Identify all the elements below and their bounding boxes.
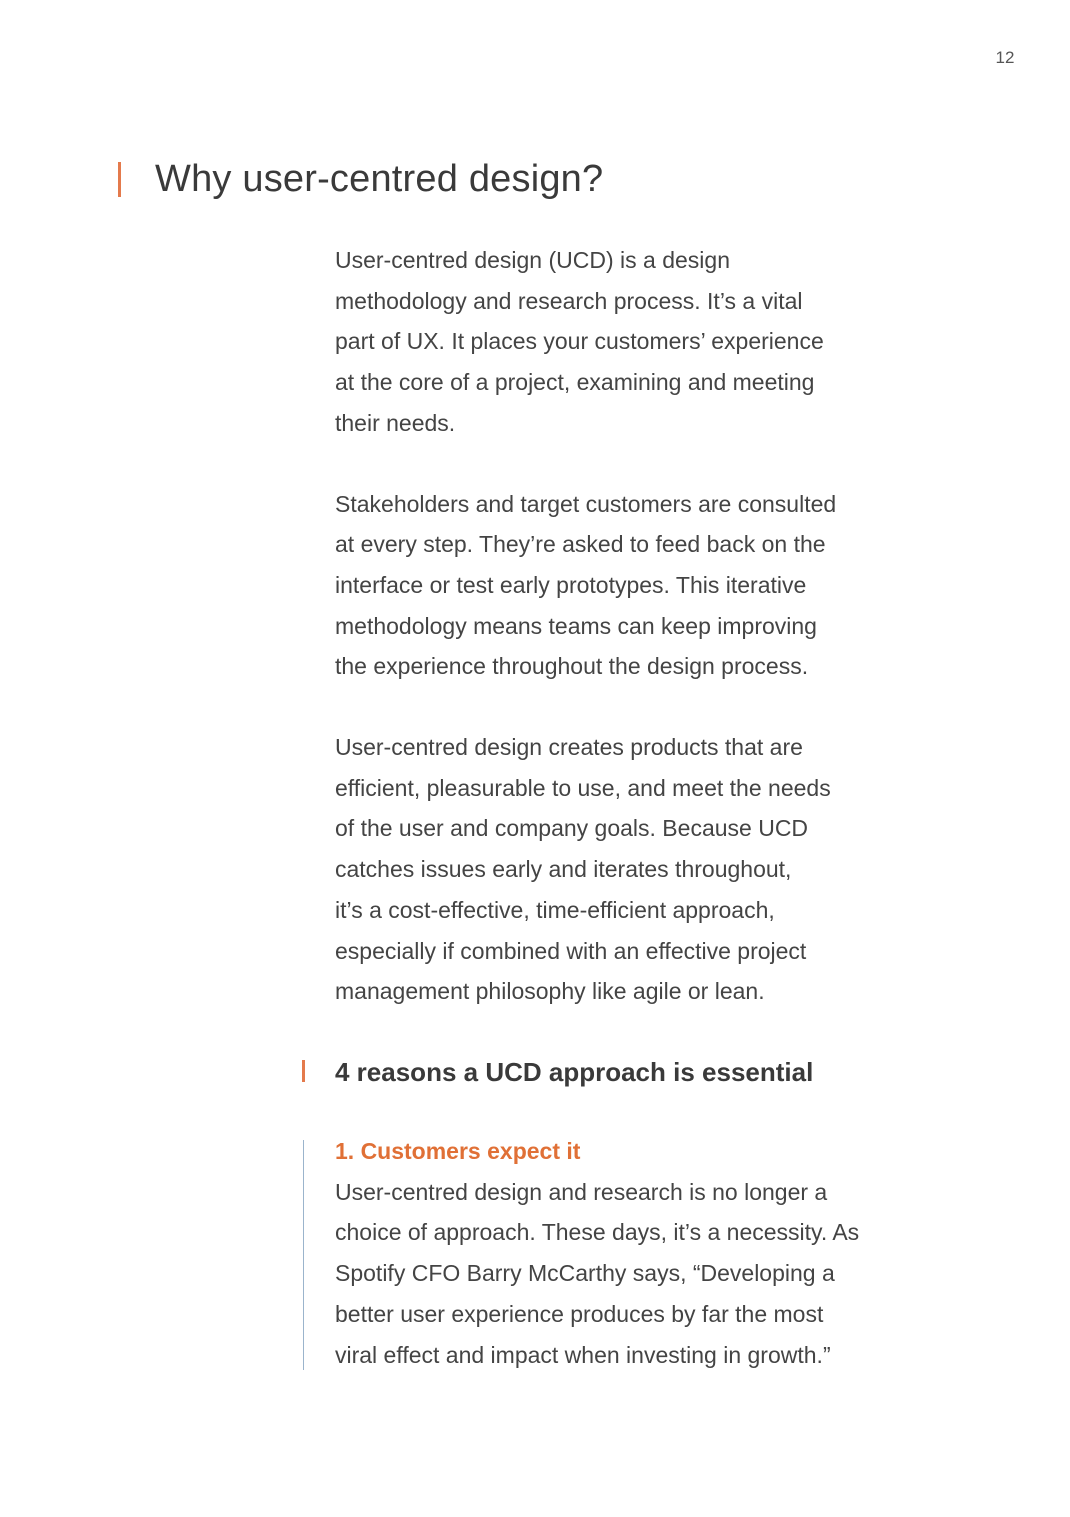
paragraph-line: at every step. They’re asked to feed back on the bbox=[335, 531, 826, 558]
paragraph-line: User-centred design creates products that are bbox=[335, 734, 803, 761]
page-number: 12 bbox=[995, 48, 1015, 67]
paragraph-line: Stakeholders and target customers are consulted bbox=[335, 490, 837, 517]
body-column bbox=[335, 240, 965, 1052]
paragraph-line: User-centred design (UCD) is a design bbox=[335, 247, 730, 273]
paragraph-line: catches issues early and iterates throughout, bbox=[335, 856, 792, 883]
paragraph-3 bbox=[335, 727, 965, 1012]
paragraph-line: management philosophy like agile or lean. bbox=[335, 978, 765, 1005]
paragraph-line: part of UX. It places your customers’ experience bbox=[335, 328, 824, 355]
paragraph-line: interface or test early prototypes. This iterative bbox=[335, 571, 807, 598]
section-subheading: 4 reasons a UCD approach is essential bbox=[335, 1057, 814, 1087]
subheading-accent-bar bbox=[302, 1060, 305, 1082]
paragraph-line: the experience throughout the design process. bbox=[335, 653, 809, 680]
paragraph-line: it’s a cost-effective, time-efficient approach, bbox=[335, 896, 775, 923]
reason-line: choice of approach. These days, it’s a necessity. As bbox=[335, 1219, 860, 1246]
paragraph-line: efficient, pleasurable to use, and meet the needs bbox=[335, 774, 831, 801]
paragraph-2 bbox=[335, 484, 965, 688]
paragraph-line: of the user and company goals. Because UCD bbox=[335, 815, 809, 842]
reason-line: Spotify CFO Barry McCarthy says, “Developing a bbox=[335, 1260, 835, 1287]
title-accent-bar bbox=[118, 162, 121, 197]
paragraph-1 bbox=[335, 240, 965, 444]
paragraph-line: their needs. bbox=[335, 409, 456, 436]
reason-title: 1. Customers expect it bbox=[335, 1138, 581, 1164]
paragraph-line: methodology and research process. It’s a vital bbox=[335, 287, 803, 314]
page-title: Why user-centred design? bbox=[155, 158, 604, 200]
reason-line: viral effect and impact when investing in growth.” bbox=[335, 1341, 831, 1368]
reason-line: better user experience produces by far the most bbox=[335, 1300, 824, 1327]
paragraph-line: at the core of a project, examining and meeting bbox=[335, 369, 815, 396]
paragraph-line: especially if combined with an effective project bbox=[335, 937, 807, 964]
reason-side-rule bbox=[303, 1140, 304, 1370]
reason-line: User-centred design and research is no longer a bbox=[335, 1178, 828, 1205]
reason-text bbox=[335, 1172, 965, 1376]
reason-block bbox=[335, 1131, 965, 1375]
paragraph-line: methodology means teams can keep improving bbox=[335, 612, 817, 639]
